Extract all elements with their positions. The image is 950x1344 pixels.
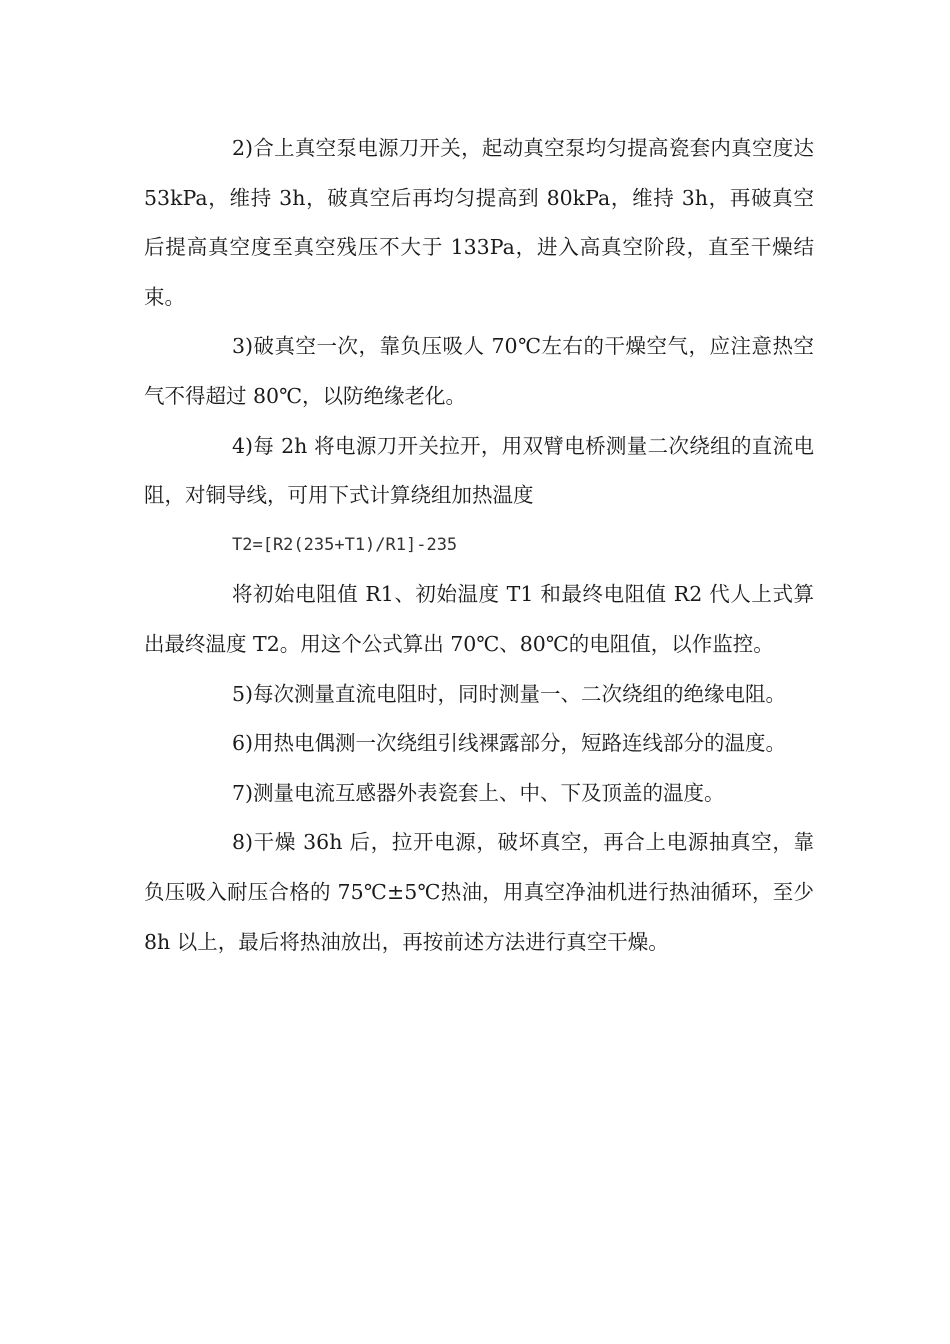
paragraph-step-4: 4)每 2h 将电源刀开关拉开，用双臂电桥测量二次绕组的直流电阻，对铜导线，可用下式计算绕组加热温度 [144, 433, 814, 508]
paragraph-formula-explanation: 将初始电阻值 R1、初始温度 T1 和最终电阻值 R2 代人上式算出最终温度 T2。用这个公式算出 70℃、80℃的电阻值，以作监控。 [144, 582, 814, 656]
paragraph-step-8: 8)干燥 36h 后，拉开电源，破坏真空，再合上电源抽真空，靠负压吸入耐压合格的 75℃±5℃热油，用真空净油机进行热油循环，至少 8h 以上，最后将热油放出，再按前述方法进行真空干燥。 [144, 830, 814, 954]
paragraph-step-7: 7)测量电流互感器外表瓷套上、中、下及顶盖的温度。 [232, 780, 725, 805]
document-body [144, 124, 814, 967]
paragraph-step-5: 5)每次测量直流电阻时，同时测量一、二次绕组的绝缘电阻。 [232, 681, 787, 706]
paragraph-step-2: 2)合上真空泵电源刀开关，起动真空泵均匀提高瓷套内真空度达 53kPa，维持 3h，破真空后再均匀提高到 80kPa，维持 3h，再破真空后提高真空度至真空残压不大于 133Pa，进入高真空阶段，直至干燥结束。 [144, 136, 814, 309]
formula-line: T2=[R2(235+T1)/R1]-235 [232, 534, 458, 555]
paragraph-step-3: 3)破真空一次，靠负压吸人 70℃左右的干燥空气，应注意热空气不得超过 80℃，以防绝缘老化。 [144, 334, 814, 408]
paragraph-step-6: 6)用热电偶测一次绕组引线裸露部分，短路连线部分的温度。 [232, 731, 787, 756]
